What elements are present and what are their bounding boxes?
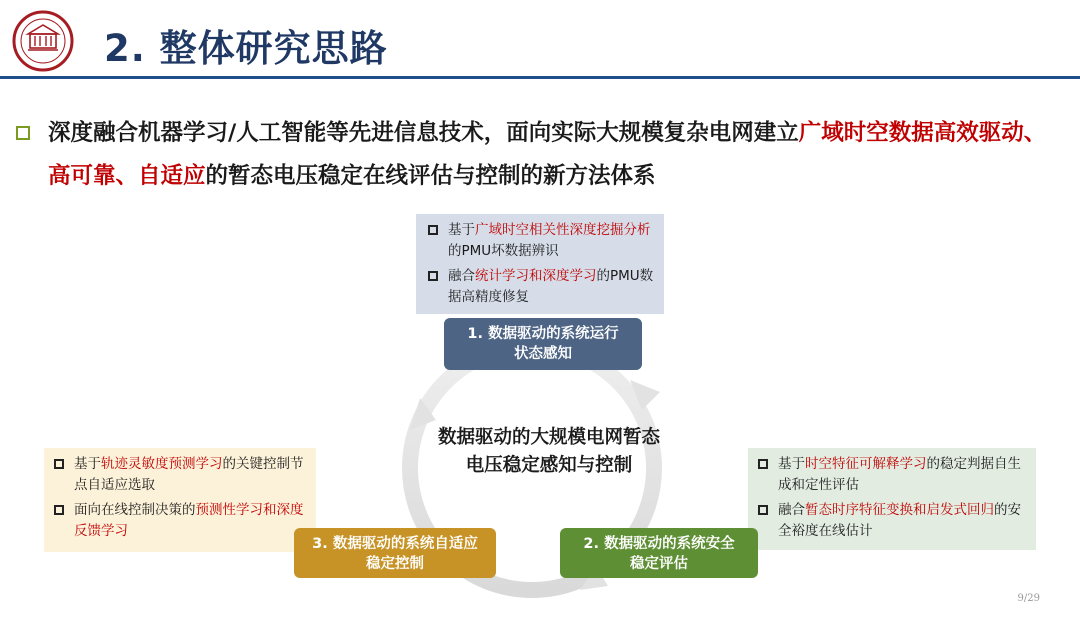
page-title: 2. 整体研究思路 — [104, 27, 388, 70]
list-item — [54, 500, 310, 542]
list-item-text — [778, 454, 1030, 496]
item-text-highlight: 轨迹灵敏度预测学习 — [101, 456, 223, 472]
stage3-title-line1: 3. 数据驱动的系统自适应 — [312, 536, 478, 552]
center-theme-line2: 电压稳定感知与控制 — [465, 455, 633, 476]
item-text-highlight: 广域时空相关性深度挖掘分析 — [475, 222, 651, 238]
stage1-title-line1: 1. 数据驱动的系统运行 — [467, 326, 619, 342]
header-divider — [0, 76, 1080, 79]
item-text-post: 的PMU坏数据辨识 — [448, 243, 559, 259]
item-text-pre: 面向在线控制决策的 — [74, 502, 196, 518]
lead-highlight-2: 高效驱动、高可靠、自适应 — [48, 120, 1047, 189]
stage3-detail-panel — [44, 448, 316, 552]
checkbox-bullet-icon — [428, 271, 438, 281]
item-text-highlight: 预测性学习和深度反馈学习 — [74, 502, 304, 539]
stage1-box — [444, 318, 642, 370]
checkbox-bullet-icon — [428, 225, 438, 235]
checkbox-bullet-icon — [54, 459, 64, 469]
lead-text-part1: 深度融合机器学习/人工智能等先进信息技术，面向实际大规模复杂电网建立 — [48, 120, 799, 146]
list-item-text — [448, 266, 654, 308]
list-item-text — [74, 500, 310, 542]
list-item — [428, 220, 654, 262]
item-text-highlight: 暂态时序特征变换和启发式回归 — [805, 502, 994, 518]
checkbox-bullet-icon — [758, 505, 768, 515]
center-theme — [404, 424, 694, 480]
checkbox-bullet-icon — [54, 505, 64, 515]
stage2-detail-panel — [748, 448, 1036, 550]
stage1-title-line2: 状态感知 — [514, 346, 572, 362]
list-item — [758, 500, 1030, 542]
university-logo — [10, 10, 76, 72]
bullet-square-icon — [16, 126, 30, 140]
checkbox-bullet-icon — [758, 459, 768, 469]
list-item-text — [778, 500, 1030, 542]
item-text-post: 的关键控制节点自适应选取 — [74, 456, 304, 493]
lead-highlight-1: 广域时空数据 — [798, 120, 934, 146]
list-item — [428, 266, 654, 308]
item-text-pre: 基于 — [448, 222, 475, 238]
stage1-detail-panel — [416, 214, 664, 314]
lead-text-part2: 的暂态电压稳定在线评估与控制的新方法体系 — [205, 163, 656, 189]
list-item — [758, 454, 1030, 496]
list-item-text — [74, 454, 310, 496]
lead-statement — [48, 112, 1058, 198]
item-text-post: 的稳定判据自生成和定性评估 — [778, 456, 1021, 493]
stage3-title-line2: 稳定控制 — [366, 556, 424, 572]
item-text-highlight: 时空特征可解释学习 — [805, 456, 927, 472]
item-text-post: 的安全裕度在线估计 — [778, 502, 1021, 539]
page-number: 9/29 — [1017, 593, 1040, 604]
stage2-title-line2: 稳定评估 — [630, 556, 688, 572]
item-text-pre: 融合 — [778, 502, 805, 518]
item-text-highlight: 统计学习和深度学习 — [475, 268, 597, 284]
list-item — [54, 454, 310, 496]
list-item-text — [448, 220, 654, 262]
item-text-post: 的PMU数据高精度修复 — [448, 268, 654, 305]
stage3-box — [294, 528, 496, 578]
item-text-pre: 基于 — [74, 456, 101, 472]
item-text-pre: 融合 — [448, 268, 475, 284]
stage2-box — [560, 528, 758, 578]
stage2-title-line1: 2. 数据驱动的系统安全 — [583, 536, 735, 552]
item-text-pre: 基于 — [778, 456, 805, 472]
center-theme-line1: 数据驱动的大规模电网暂态 — [437, 427, 660, 448]
